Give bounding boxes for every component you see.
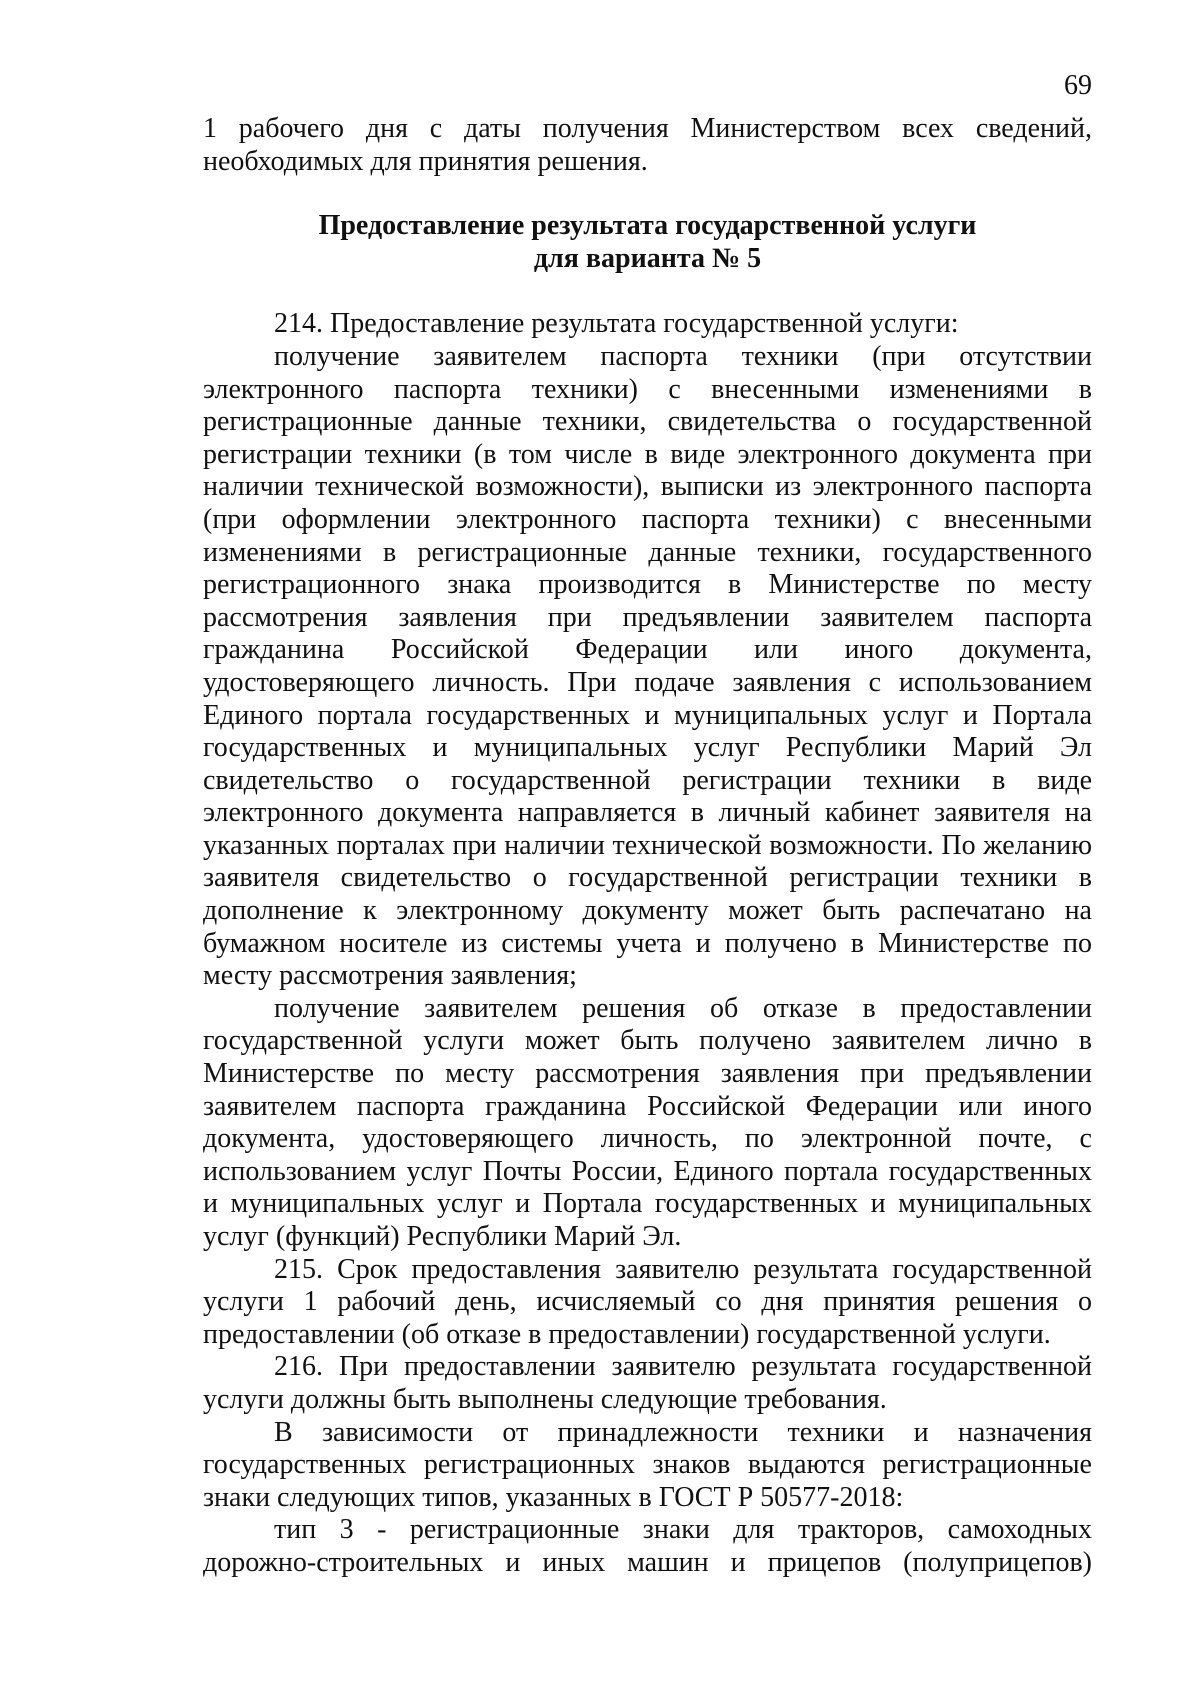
paragraph-refusal-decision: получение заявителем решения об отказе в предоставлении государственной услуги может быть получено заявителем лично в Министерстве по месту рассмотрения заявления при предъявлении заявителем паспорта гражданина Российской Федерации или иного документа, удостоверяющего личность, по электронной почте, с использованием услуг Почты России, Единого портала государственных и муниципальных услуг и Портала государственных и муниципальных услуг (функций) Республики Марий Эл. (203, 992, 1092, 1252)
paragraph-215: 215. Срок предоставления заявителю результата государственной услуги 1 рабочий день, исчисляемый со дня принятия решения о предоставлении (об отказе в предоставлении) государственной услуги. (203, 1253, 1092, 1350)
paragraph-216: 216. При предоставлении заявителю результата государственной услуги должны быть выполнены следующие требования. (203, 1351, 1092, 1415)
document-body (203, 113, 1092, 1580)
page-number: 69 (1064, 70, 1092, 101)
paragraph-214: 214. Предоставление результата государственной услуги: (274, 308, 959, 340)
paragraph-type-3: тип 3 - регистрационные знаки для тракторов, самоходных дорожно-строительных и иных машин и прицепов (полуприцепов) (203, 1514, 1092, 1578)
section-heading-line-2: для варианта № 5 (533, 242, 762, 274)
section-heading-line-1: Предоставление результата государственной услуги (318, 210, 977, 242)
section-heading (203, 210, 1092, 275)
paragraph-passport-issuance: получение заявителем паспорта техники (при отсутствии электронного паспорта техники) с внесенными изменениями в регистрационные данные техники, свидетельства о государственной регистрации техники (в том числе в виде электронного документа при наличии технической возможности), выписки из электронного паспорта (при оформлении электронного паспорта техники) с внесенными изменениями в регистрационные данные техники, государственного регистрационного знака производится в Министерстве по месту рассмотрения заявления при предъявлении заявителем паспорта гражданина Российской Федерации или иного документа, удостоверяющего личность. При подаче заявления с использованием Единого портала государственных и муниципальных услуг и Портала государственных и муниципальных услуг Республики Марий Эл свидетельство о государственной регистрации техники в виде электронного документа направляется в личный кабинет заявителя на указанных порталах при наличии технической возможности. По желанию заявителя свидетельство о государственной регистрации техники в дополнение к электронному документу может быть распечатано на бумажном носителе из системы учета и получено в Министерстве по месту рассмотрения заявления; (203, 340, 1092, 992)
paragraph-continuation: 1 рабочего дня с даты получения Министерством всех сведений, необходимых для принятия решения. (203, 113, 1092, 177)
paragraph-sign-types: В зависимости от принадлежности техники и назначения государственных регистрационных знаков выдаются регистрационные знаки следующих типов, указанных в ГОСТ Р 50577-2018: (203, 1416, 1092, 1513)
